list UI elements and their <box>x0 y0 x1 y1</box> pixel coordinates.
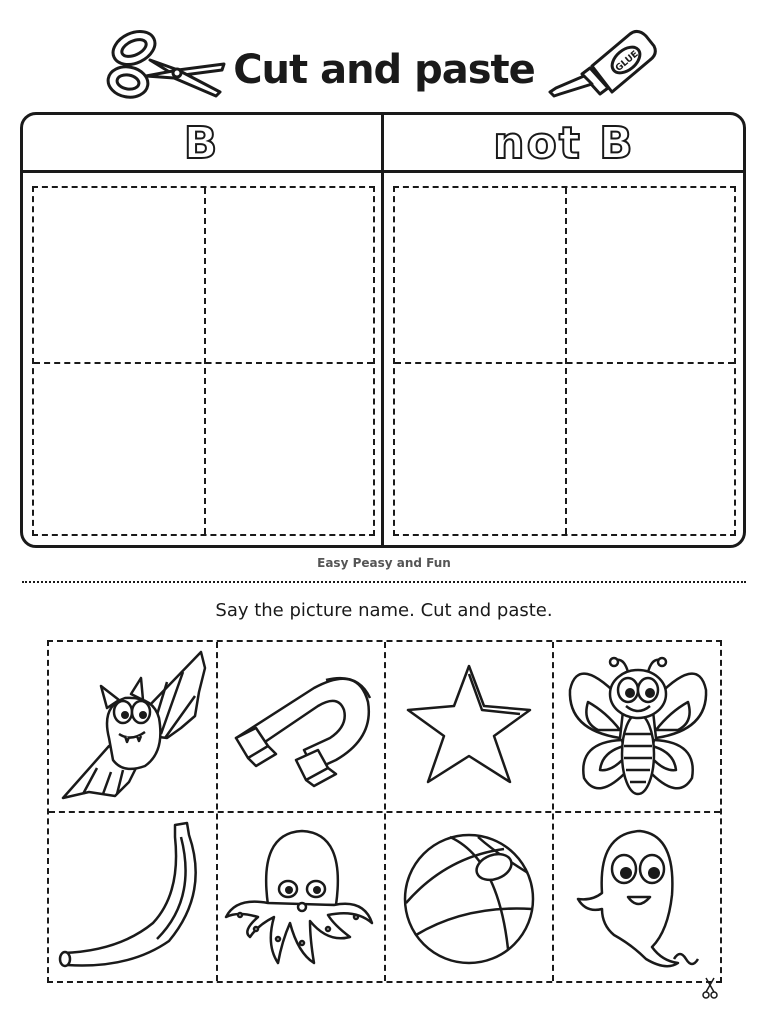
cut-line <box>22 581 746 583</box>
picture-card-magnet[interactable] <box>218 642 384 811</box>
credit-text: Easy Peasy and Fun <box>317 556 451 570</box>
picture-cards <box>47 640 722 983</box>
column-header-b: B <box>183 118 220 169</box>
butterfly-icon <box>554 642 720 811</box>
drop-zone[interactable] <box>206 364 375 534</box>
glue-label: GLUE <box>614 49 641 74</box>
instruction-text: Say the picture name. Cut and paste. <box>215 600 553 621</box>
drop-grid-not-b <box>393 186 736 536</box>
glue-bottle-icon <box>542 26 660 106</box>
ball-icon <box>386 813 552 981</box>
drop-zone[interactable] <box>34 364 204 534</box>
drop-zone[interactable] <box>567 188 736 362</box>
bat-icon <box>49 642 216 811</box>
octopus-icon <box>218 813 384 981</box>
small-scissors-icon <box>700 976 722 1000</box>
drop-zone[interactable] <box>395 188 565 362</box>
picture-card-star[interactable] <box>386 642 552 811</box>
picture-card-bat[interactable] <box>49 642 216 811</box>
column-header-not-b: not B <box>493 118 635 169</box>
picture-card-butterfly[interactable] <box>554 642 720 811</box>
drop-zone[interactable] <box>206 188 375 362</box>
drop-zone[interactable] <box>567 364 736 534</box>
picture-card-ball[interactable] <box>386 813 552 981</box>
picture-card-banana[interactable] <box>49 813 216 981</box>
drop-grid-b <box>32 186 375 536</box>
magnet-icon <box>218 642 384 811</box>
page-title: Cut and paste <box>233 47 535 93</box>
column-divider <box>381 114 384 546</box>
banana-icon <box>49 813 216 981</box>
drop-zone[interactable] <box>34 188 204 362</box>
drop-zone[interactable] <box>395 364 565 534</box>
picture-card-ghost[interactable] <box>554 813 720 981</box>
star-icon <box>386 642 552 811</box>
picture-card-octopus[interactable] <box>218 813 384 981</box>
ghost-icon <box>554 813 720 981</box>
